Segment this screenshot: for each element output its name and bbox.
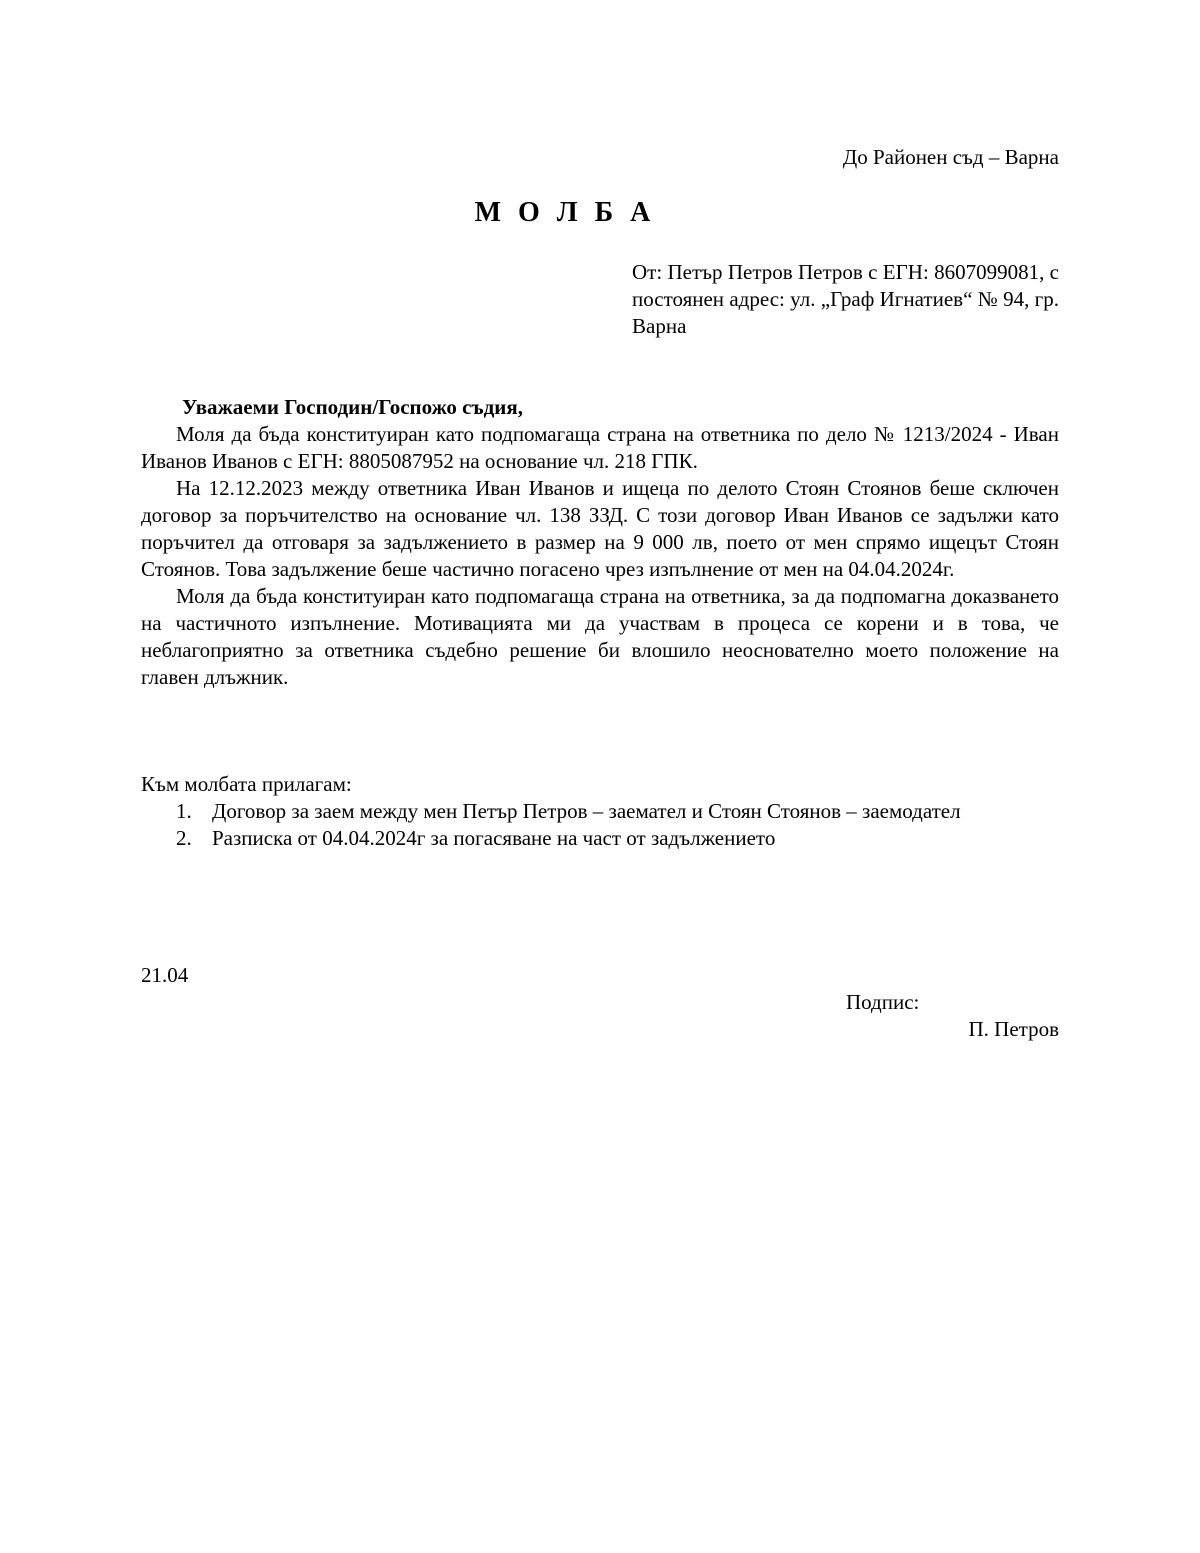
list-item-number: 1.: [176, 799, 192, 823]
sender-block: [632, 259, 1059, 340]
paragraph: На 12.12.2023 между ответника Иван Иванов и ищеца по делото Стоян Стоянов беше сключен договор за поръчителство на основание чл. 138 ЗЗД. С този договор Иван Иванов се задължи като поръчител да отговаря за задължението в размер на 9 000 лв, поето от мен спрямо ищецът Стоян Стоянов. Това задължение беше частично погасено чрез изпълнение от мен на 04.04.2024г.: [141, 476, 1059, 581]
paragraph: Моля да бъда конституиран като подпомагаща страна на ответника, за да подпомагна доказването на частичното изпълнение. Мотивацията ми да участвам в процеса се корени и в това, че неблагоприятно за ответника съдебно решение би влошило неоснователно моето положение на главен длъжник.: [141, 584, 1059, 689]
list-item: [141, 798, 1071, 825]
paragraph: Моля да бъда конституиран като подпомагаща страна на ответника по дело № 1213/2024 - Иван Иванов Иванов с ЕГН: 8805087952 на основание чл. 218 ГПК.: [141, 422, 1059, 473]
sender-details: От: Петър Петров Петров с ЕГН: 8607099081, с постоянен адрес: ул. „Граф Игнатиев“ № 94, гр. Варна: [632, 260, 1059, 338]
document-title: М О Л Б А: [474, 197, 656, 228]
body-text: [141, 421, 1059, 691]
document-date: 21.04: [141, 963, 189, 987]
signature-name: П. Петров: [968, 1017, 1059, 1041]
list-item-text: Разписка от 04.04.2024г за погасяване на част от задължението: [212, 826, 776, 850]
salutation: Уважаеми Господин/Госпожо съдия,: [182, 395, 523, 419]
attachments-list: [141, 798, 1071, 852]
attachments-heading: Към молбата прилагам:: [141, 772, 352, 796]
addressee: До Районен съд – Варна: [842, 145, 1059, 169]
list-item-text: Договор за заем между мен Петър Петров – заемател и Стоян Стоянов – заемодател: [212, 799, 961, 823]
list-item-number: 2.: [176, 826, 192, 850]
list-item: [141, 825, 1071, 852]
signature-label: Подпис:: [846, 990, 920, 1014]
